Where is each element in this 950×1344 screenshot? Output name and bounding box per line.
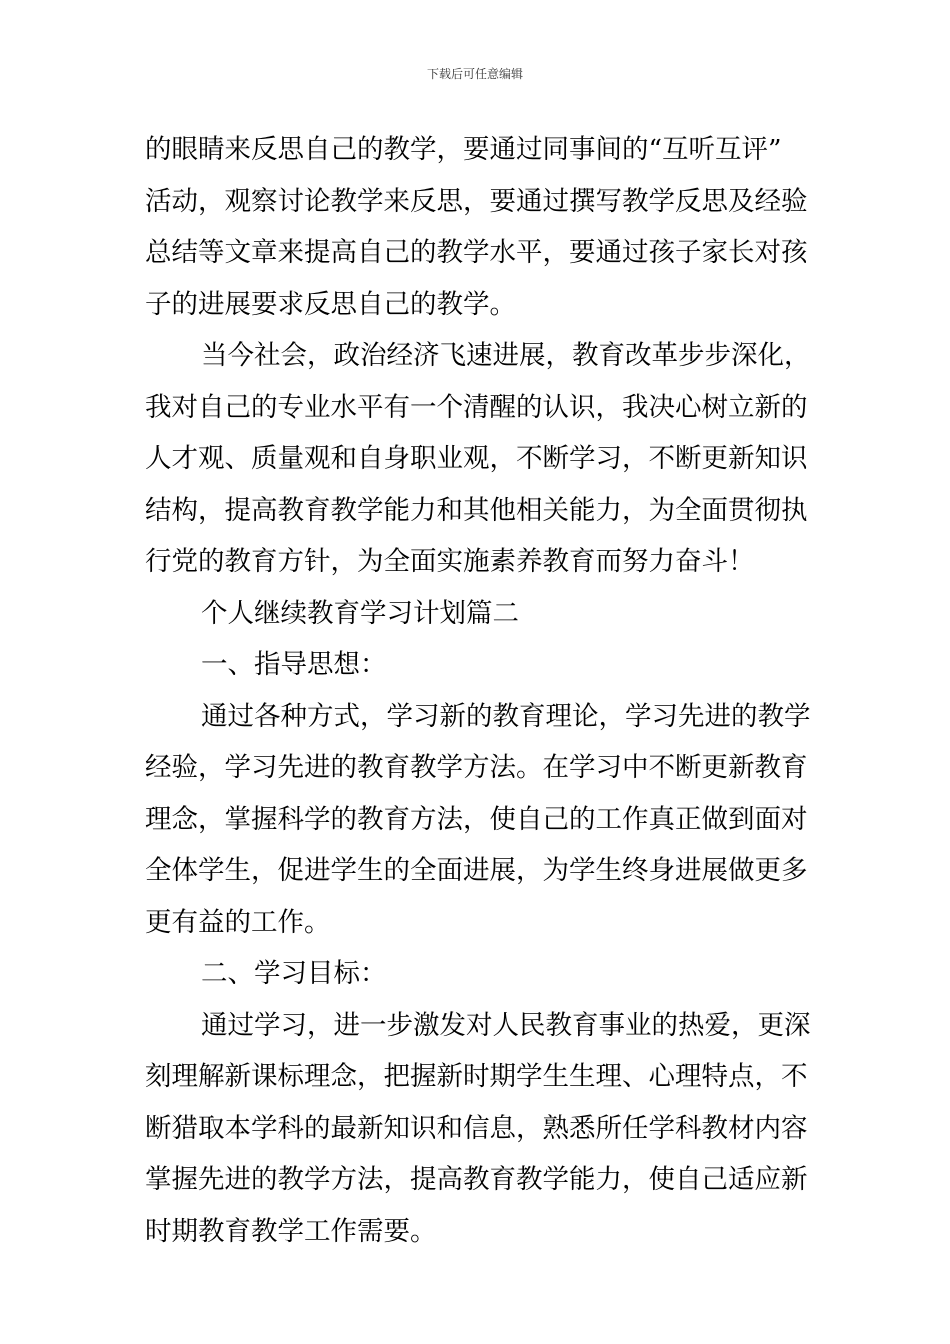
text-line: 理念，掌握科学的教育方法，使自己的工作真正做到面对 [145, 803, 808, 835]
text-line: 我对自己的专业水平有一个清醒的认识，我决心树立新的 [145, 391, 808, 423]
header-note: 下载后可任意编辑 [426, 67, 523, 81]
text-line: 总结等文章来提高自己的教学水平，要通过孩子家长对孩 [145, 237, 808, 268]
text-line: 更有益的工作。 [145, 906, 331, 938]
text-line: 断猎取本学科的最新知识和信息，熟悉所任学科教材内容 [145, 1112, 808, 1144]
text-line: 当今社会，政治经济飞速进展，教育改革步步深化， [201, 340, 811, 371]
text-line: 一、指导思想： [201, 649, 387, 680]
text-line: 二、学习目标： [201, 958, 387, 989]
text-line: 个人继续教育学习计划篇二 [201, 597, 519, 629]
paragraph-guiding-thought [145, 691, 811, 949]
paragraph-society [145, 330, 811, 588]
paragraph-learning-goals [145, 1000, 811, 1258]
text-line: 子的进展要求反思自己的教学。 [145, 288, 516, 320]
text-line: 的眼睛来反思自己的教学，要通过同事间的“互听互评” [145, 134, 782, 165]
text-line: 掌握先进的教学方法，提高教育教学能力，使自己适应新 [145, 1164, 808, 1195]
heading-learning-goals [145, 948, 807, 1000]
paragraph-reflection [145, 124, 807, 330]
text-line: 时期教育教学工作需要。 [145, 1215, 437, 1247]
text-line: 全体学生，促进学生的全面进展，为学生终身进展做更多 [145, 855, 808, 886]
text-line: 刻理解新课标理念，把握新时期学生生理、心理特点，不 [145, 1061, 808, 1092]
document-body [145, 124, 811, 1257]
text-line: 结构，提高教育教学能力和其他相关能力，为全面贯彻执 [145, 494, 808, 526]
section-title [145, 588, 807, 640]
text-line: 行党的教育方针，为全面实施素养教育而努力奋斗！ [145, 546, 755, 577]
text-line: 通过各种方式，学习新的教育理论，学习先进的教学 [201, 700, 811, 732]
text-line: 活动，观察讨论教学来反思，要通过撰写教学反思及经验 [145, 185, 808, 217]
text-line: 人才观、质量观和自身职业观，不断学习，不断更新知识 [145, 443, 808, 474]
text-line: 通过学习，进一步激发对人民教育事业的热爱，更深 [201, 1009, 811, 1041]
text-line: 经验，学习先进的教育教学方法。在学习中不断更新教育 [145, 752, 808, 783]
heading-guiding-thought [145, 639, 807, 691]
